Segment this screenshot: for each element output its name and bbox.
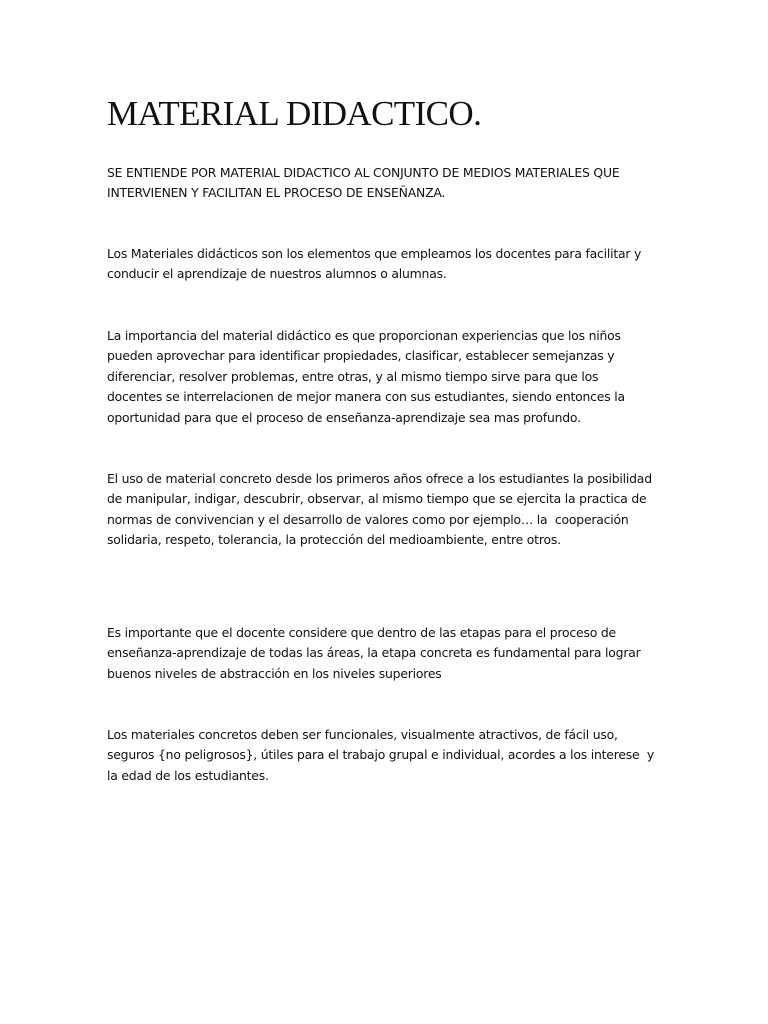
paragraph-line: Los Materiales didácticos son los elementos que empleamos los docentes para facilitar y: [107, 246, 642, 261]
paragraph-line: El uso de material concreto desde los primeros años ofrece a los estudiantes la posibilidad: [107, 471, 652, 486]
paragraph-line: seguros {no peligrosos}, útiles para el trabajo grupal e individual, acordes a los interese y: [107, 747, 655, 763]
paragraph-materials: [107, 244, 667, 285]
paragraph-importance: [107, 326, 667, 428]
paragraph-stages: [107, 623, 667, 684]
paragraph-line: INTERVIENEN Y FACILITAN EL PROCESO DE ENSEÑANZA.: [107, 185, 446, 201]
paragraph-line: Los materiales concretos deben ser funcionales, visualmente atractivos, de fácil uso,: [107, 727, 618, 742]
paragraph-line: docentes se interrelacionen de mejor manera con sus estudiantes, siendo entonces la: [107, 389, 625, 405]
paragraph-line: diferenciar, resolver problemas, entre otras, y al mismo tiempo sirve para que los: [107, 368, 599, 384]
paragraph-line: La importancia del material didáctico es que proporcionan experiencias que los niños: [107, 328, 621, 343]
paragraph-line: enseñanza-aprendizaje de todas las áreas, la etapa concreta es fundamental para lograr: [107, 645, 641, 661]
paragraph-line: solidaria, respeto, tolerancia, la protección del medioambiente, entre otros.: [107, 532, 561, 548]
paragraph-line: oportunidad para que el proceso de enseñanza-aprendizaje sea mas profundo.: [107, 409, 581, 425]
paragraph-line: Es importante que el docente considere que dentro de las etapas para el proceso de: [107, 625, 616, 640]
paragraph-line: la edad de los estudiantes.: [107, 767, 269, 783]
paragraph-line: buenos niveles de abstracción en los niveles superiores: [107, 665, 442, 681]
paragraph-line: SE ENTIENDE POR MATERIAL DIDACTICO AL CONJUNTO DE MEDIOS MATERIALES QUE: [107, 165, 620, 180]
paragraph-line: conducir el aprendizaje de nuestros alumnos o alumnas.: [107, 266, 447, 282]
paragraph-line: pueden aprovechar para identificar propiedades, clasificar, establecer semejanzas y: [107, 348, 615, 364]
paragraph-line: de manipular, indigar, descubrir, observar, al mismo tiempo que se ejercita la practica de: [107, 491, 647, 507]
paragraph-definition: [107, 163, 667, 204]
document-title: MATERIAL DIDACTICO.: [107, 94, 482, 133]
paragraph-requirements: [107, 725, 667, 786]
paragraph-concrete-use: [107, 469, 667, 551]
paragraph-line: normas de convivencian y el desarrollo de valores como por ejemplo… la cooperación: [107, 511, 629, 527]
